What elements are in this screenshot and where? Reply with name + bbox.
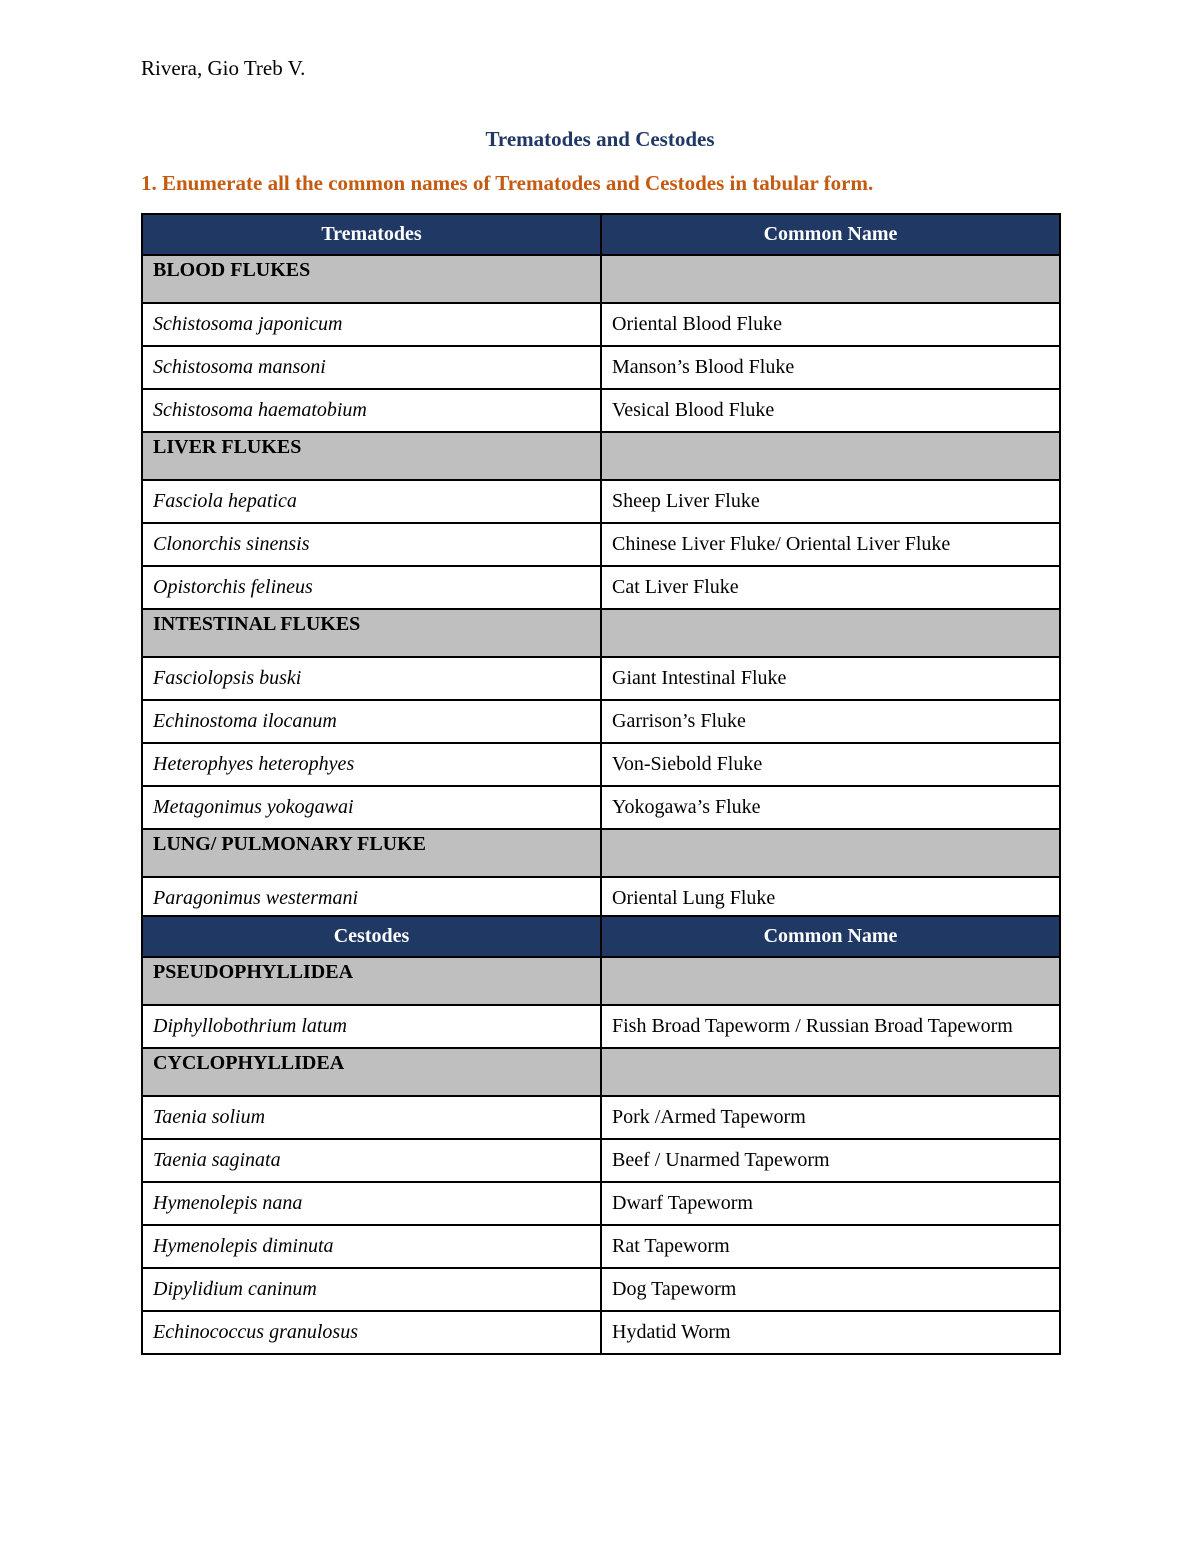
common-name: Oriental Lung Fluke: [601, 877, 1060, 919]
common-name: Fish Broad Tapeworm / Russian Broad Tapeworm: [601, 1005, 1060, 1048]
common-name: Cat Liver Fluke: [601, 566, 1060, 609]
scientific-name: Dipylidium caninum: [142, 1268, 601, 1311]
table-row: [142, 743, 1060, 786]
group-empty-cell: [601, 829, 1060, 877]
scientific-name: Fasciolopsis buski: [142, 657, 601, 700]
table-row: [142, 303, 1060, 346]
column-header-trematodes: Trematodes: [142, 214, 601, 255]
scientific-name: Hymenolepis nana: [142, 1182, 601, 1225]
table-row: [142, 389, 1060, 432]
group-row-liver-flukes: [142, 432, 1060, 480]
question-text: 1. Enumerate all the common names of Trematodes and Cestodes in tabular form.: [141, 171, 874, 195]
column-header-common-name: Common Name: [601, 214, 1060, 255]
common-name: Yokogawa’s Fluke: [601, 786, 1060, 829]
common-name: Garrison’s Fluke: [601, 700, 1060, 743]
common-name: Chinese Liver Fluke/ Oriental Liver Fluke: [601, 523, 1060, 566]
table-row: [142, 480, 1060, 523]
group-empty-cell: [601, 609, 1060, 657]
scientific-name: Clonorchis sinensis: [142, 523, 601, 566]
table-row: [142, 877, 1060, 919]
scientific-name: Echinostoma ilocanum: [142, 700, 601, 743]
scientific-name: Schistosoma japonicum: [142, 303, 601, 346]
scientific-name: Diphyllobothrium latum: [142, 1005, 601, 1048]
group-label: LIVER FLUKES: [142, 432, 601, 480]
group-row-blood-flukes: [142, 255, 1060, 303]
group-label: PSEUDOPHYLLIDEA: [142, 957, 601, 1005]
cestodes-table: [141, 915, 1061, 1355]
table-row: [142, 657, 1060, 700]
trematodes-table: [141, 213, 1061, 919]
table-row: [142, 1005, 1060, 1048]
common-name: Giant Intestinal Fluke: [601, 657, 1060, 700]
group-row-intestinal-flukes: [142, 609, 1060, 657]
scientific-name: Schistosoma mansoni: [142, 346, 601, 389]
scientific-name: Metagonimus yokogawai: [142, 786, 601, 829]
document-title: Trematodes and Cestodes: [485, 127, 715, 151]
common-name: Hydatid Worm: [601, 1311, 1060, 1354]
common-name: Dog Tapeworm: [601, 1268, 1060, 1311]
scientific-name: Schistosoma haematobium: [142, 389, 601, 432]
table-row: [142, 1096, 1060, 1139]
table-row: [142, 1268, 1060, 1311]
scientific-name: Opistorchis felineus: [142, 566, 601, 609]
common-name: Beef / Unarmed Tapeworm: [601, 1139, 1060, 1182]
table-row: [142, 1311, 1060, 1354]
group-row-lung-fluke: [142, 829, 1060, 877]
table-header-row: [142, 214, 1060, 255]
common-name: Oriental Blood Fluke: [601, 303, 1060, 346]
group-empty-cell: [601, 957, 1060, 1005]
group-label: BLOOD FLUKES: [142, 255, 601, 303]
group-label: CYCLOPHYLLIDEA: [142, 1048, 601, 1096]
group-empty-cell: [601, 432, 1060, 480]
table-header-row: [142, 916, 1060, 957]
group-empty-cell: [601, 1048, 1060, 1096]
group-row-pseudophyllidea: [142, 957, 1060, 1005]
table-row: [142, 1225, 1060, 1268]
common-name: Manson’s Blood Fluke: [601, 346, 1060, 389]
table-row: [142, 1139, 1060, 1182]
scientific-name: Echinococcus granulosus: [142, 1311, 601, 1354]
author-name: Rivera, Gio Treb V.: [141, 56, 306, 80]
common-name: Von-Siebold Fluke: [601, 743, 1060, 786]
common-name: Dwarf Tapeworm: [601, 1182, 1060, 1225]
scientific-name: Heterophyes heterophyes: [142, 743, 601, 786]
table-row: [142, 700, 1060, 743]
group-label: LUNG/ PULMONARY FLUKE: [142, 829, 601, 877]
common-name: Sheep Liver Fluke: [601, 480, 1060, 523]
table-row: [142, 346, 1060, 389]
scientific-name: Taenia saginata: [142, 1139, 601, 1182]
common-name: Pork /Armed Tapeworm: [601, 1096, 1060, 1139]
column-header-cestodes: Cestodes: [142, 916, 601, 957]
scientific-name: Fasciola hepatica: [142, 480, 601, 523]
scientific-name: Hymenolepis diminuta: [142, 1225, 601, 1268]
group-row-cyclophyllidea: [142, 1048, 1060, 1096]
scientific-name: Paragonimus westermani: [142, 877, 601, 919]
column-header-common-name: Common Name: [601, 916, 1060, 957]
common-name: Rat Tapeworm: [601, 1225, 1060, 1268]
group-label: INTESTINAL FLUKES: [142, 609, 601, 657]
table-row: [142, 1182, 1060, 1225]
table-row: [142, 566, 1060, 609]
table-row: [142, 523, 1060, 566]
common-name: Vesical Blood Fluke: [601, 389, 1060, 432]
table-row: [142, 786, 1060, 829]
scientific-name: Taenia solium: [142, 1096, 601, 1139]
group-empty-cell: [601, 255, 1060, 303]
